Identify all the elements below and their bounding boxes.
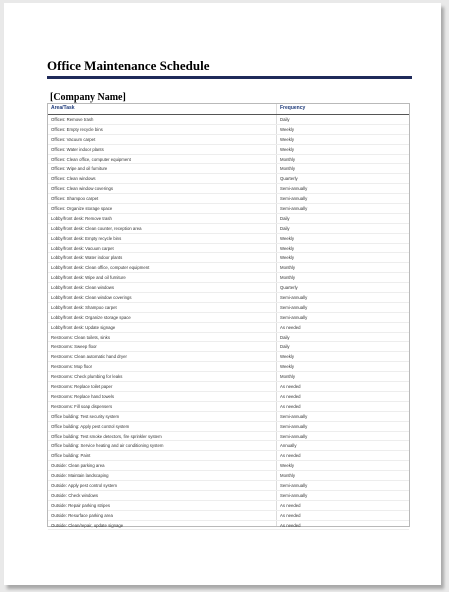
task-cell: Offices: Clean office, computer equipment: [51, 156, 131, 162]
frequency-cell: As needed: [280, 512, 301, 518]
task-cell: Offices: Empty recycle bins: [51, 126, 103, 132]
table-row: [48, 521, 409, 531]
frequency-cell: Weekly: [280, 126, 295, 132]
table-row: [48, 323, 409, 333]
table-row: [48, 313, 409, 323]
task-cell: Lobby/front desk: Vacuum carpet: [51, 245, 114, 251]
table-row: [48, 263, 409, 273]
table-row: [48, 224, 409, 234]
task-cell: Outside: Clean parking area: [51, 463, 105, 469]
task-cell: Restrooms: Check plumbing for leaks: [51, 374, 123, 380]
frequency-cell: Daily: [280, 334, 290, 340]
frequency-cell: Semi-annually: [280, 295, 308, 301]
table-row: [48, 283, 409, 293]
task-cell: Lobby/front desk: Empty recycle bins: [51, 235, 122, 241]
table-row: [48, 303, 409, 313]
table-row: [48, 135, 409, 145]
task-cell: Office building: Service heating and air conditioning system: [51, 443, 164, 449]
task-cell: Restrooms: Replace hand towels: [51, 393, 115, 399]
table-row: [48, 481, 409, 491]
table-row: [48, 174, 409, 184]
frequency-cell: Weekly: [280, 136, 295, 142]
frequency-cell: Semi-annually: [280, 482, 308, 488]
table-row: [48, 273, 409, 283]
frequency-cell: Daily: [280, 215, 290, 221]
title-underline: [47, 76, 412, 79]
frequency-cell: As needed: [280, 393, 301, 399]
task-cell: Lobby/front desk: Clean counter, reception area: [51, 225, 142, 231]
table-row: [48, 392, 409, 402]
table-row: [48, 511, 409, 521]
frequency-cell: Daily: [280, 225, 290, 231]
task-cell: Office building: Paint: [51, 453, 91, 459]
frequency-cell: Quarterly: [280, 176, 298, 182]
header-task: Area/Task: [51, 105, 75, 111]
table-row: [48, 234, 409, 244]
frequency-cell: Monthly: [280, 374, 296, 380]
schedule-table: [47, 103, 410, 527]
table-row: [48, 432, 409, 442]
table-row: [48, 342, 409, 352]
table-row: [48, 402, 409, 412]
frequency-cell: Semi-annually: [280, 433, 308, 439]
table-row: [48, 422, 409, 432]
frequency-cell: Semi-annually: [280, 206, 308, 212]
frequency-cell: As needed: [280, 453, 301, 459]
frequency-cell: As needed: [280, 324, 301, 330]
task-cell: Outside: Check windows: [51, 492, 99, 498]
frequency-cell: Monthly: [280, 265, 296, 271]
table-row: [48, 491, 409, 501]
frequency-cell: Semi-annually: [280, 413, 308, 419]
frequency-cell: Weekly: [280, 245, 295, 251]
task-cell: Restrooms: Clean automatic hand dryer: [51, 354, 127, 360]
table-row: [48, 352, 409, 362]
frequency-cell: Weekly: [280, 463, 295, 469]
table-row: [48, 501, 409, 511]
table-row: [48, 293, 409, 303]
table-row: [48, 155, 409, 165]
task-cell: Offices: Wipe and oil furniture: [51, 166, 108, 172]
table-row: [48, 333, 409, 343]
frequency-cell: Semi-annually: [280, 186, 308, 192]
task-cell: Office building: Apply pest control system: [51, 423, 130, 429]
frequency-cell: Weekly: [280, 255, 295, 261]
task-cell: Restrooms: Sweep floor: [51, 344, 97, 350]
frequency-cell: Weekly: [280, 364, 295, 370]
frequency-cell: Semi-annually: [280, 492, 308, 498]
table-row: [48, 125, 409, 135]
task-cell: Lobby/front desk: Clean window coverings: [51, 295, 132, 301]
table-row: [48, 115, 409, 125]
table-row: [48, 461, 409, 471]
frequency-cell: Semi-annually: [280, 314, 308, 320]
frequency-cell: Monthly: [280, 275, 296, 281]
table-row: [48, 204, 409, 214]
task-cell: Lobby/front desk: Water indoor plants: [51, 255, 123, 261]
task-cell: Offices: Remove trash: [51, 117, 94, 122]
frequency-cell: As needed: [280, 384, 301, 390]
task-cell: Offices: Vacuum carpet: [51, 136, 96, 142]
task-cell: Lobby/front desk: Organize storage space: [51, 314, 131, 320]
table-row: [48, 362, 409, 372]
task-cell: Lobby/front desk: Remove trash: [51, 215, 112, 221]
task-cell: Offices: Water indoor plants: [51, 146, 104, 152]
frequency-cell: Semi-annually: [280, 196, 308, 202]
table-row: [48, 451, 409, 461]
frequency-cell: Monthly: [280, 156, 296, 162]
frequency-cell: Weekly: [280, 235, 295, 241]
task-cell: Outside: Repair parking stripes: [51, 502, 110, 508]
task-cell: Restrooms: Mop floor: [51, 364, 93, 370]
task-cell: Office building: Test security system: [51, 413, 120, 419]
table-row: [48, 382, 409, 392]
task-cell: Restrooms: Replace toilet paper: [51, 384, 113, 390]
frequency-cell: Quarterly: [280, 285, 298, 291]
table-row: [48, 145, 409, 155]
task-cell: Outside: Maintain landscaping: [51, 473, 109, 479]
document-page: [4, 3, 441, 585]
task-cell: Restrooms: Clean toilets, sinks: [51, 334, 110, 340]
task-cell: Restrooms: Fill soap dispensers: [51, 403, 113, 409]
frequency-cell: Semi-annually: [280, 304, 308, 310]
task-cell: Offices: Organize storage space: [51, 206, 113, 212]
table-body: [48, 115, 409, 530]
task-cell: Lobby/front desk: Clean office, computer equipment: [51, 265, 150, 271]
frequency-cell: As needed: [280, 502, 301, 508]
task-cell: Outside: Apply pest control system: [51, 482, 117, 488]
table-row: [48, 372, 409, 382]
task-cell: Offices: Shampoo carpet: [51, 196, 99, 202]
task-cell: Lobby/front desk: Clean windows: [51, 285, 115, 291]
table-row: [48, 214, 409, 224]
frequency-cell: Monthly: [280, 473, 296, 479]
table-header: [48, 104, 409, 115]
header-frequency: Frequency: [280, 105, 306, 111]
task-cell: Outside: Resurface parking area: [51, 512, 113, 518]
frequency-cell: As needed: [280, 522, 301, 528]
frequency-cell: Monthly: [280, 166, 296, 172]
table-row: [48, 164, 409, 174]
table-row: [48, 471, 409, 481]
task-cell: Office building: Test smoke detectors, fire sprinkler system: [51, 433, 162, 439]
frequency-cell: Weekly: [280, 146, 295, 152]
table-row: [48, 412, 409, 422]
table-row: [48, 441, 409, 451]
frequency-cell: As needed: [280, 403, 301, 409]
task-cell: Lobby/front desk: Wipe and oil furniture: [51, 275, 126, 281]
frequency-cell: Annually: [280, 443, 297, 449]
frequency-cell: Daily: [280, 344, 290, 350]
table-row: [48, 194, 409, 204]
table-row: [48, 184, 409, 194]
task-cell: Offices: Clean windows: [51, 176, 96, 182]
table-row: [48, 244, 409, 254]
table-row: [48, 253, 409, 263]
frequency-cell: Semi-annually: [280, 423, 308, 429]
task-cell: Lobby/front desk: Update signage: [51, 324, 116, 330]
frequency-cell: Daily: [280, 117, 290, 122]
company-name: [Company Name]: [50, 92, 126, 103]
task-cell: Outside: Clean/repair, update signage: [51, 522, 124, 528]
task-cell: Lobby/front desk: Shampoo carpet: [51, 304, 117, 310]
frequency-cell: Weekly: [280, 354, 295, 360]
page-title: Office Maintenance Schedule: [47, 58, 210, 73]
task-cell: Offices: Clean window coverings: [51, 186, 114, 192]
